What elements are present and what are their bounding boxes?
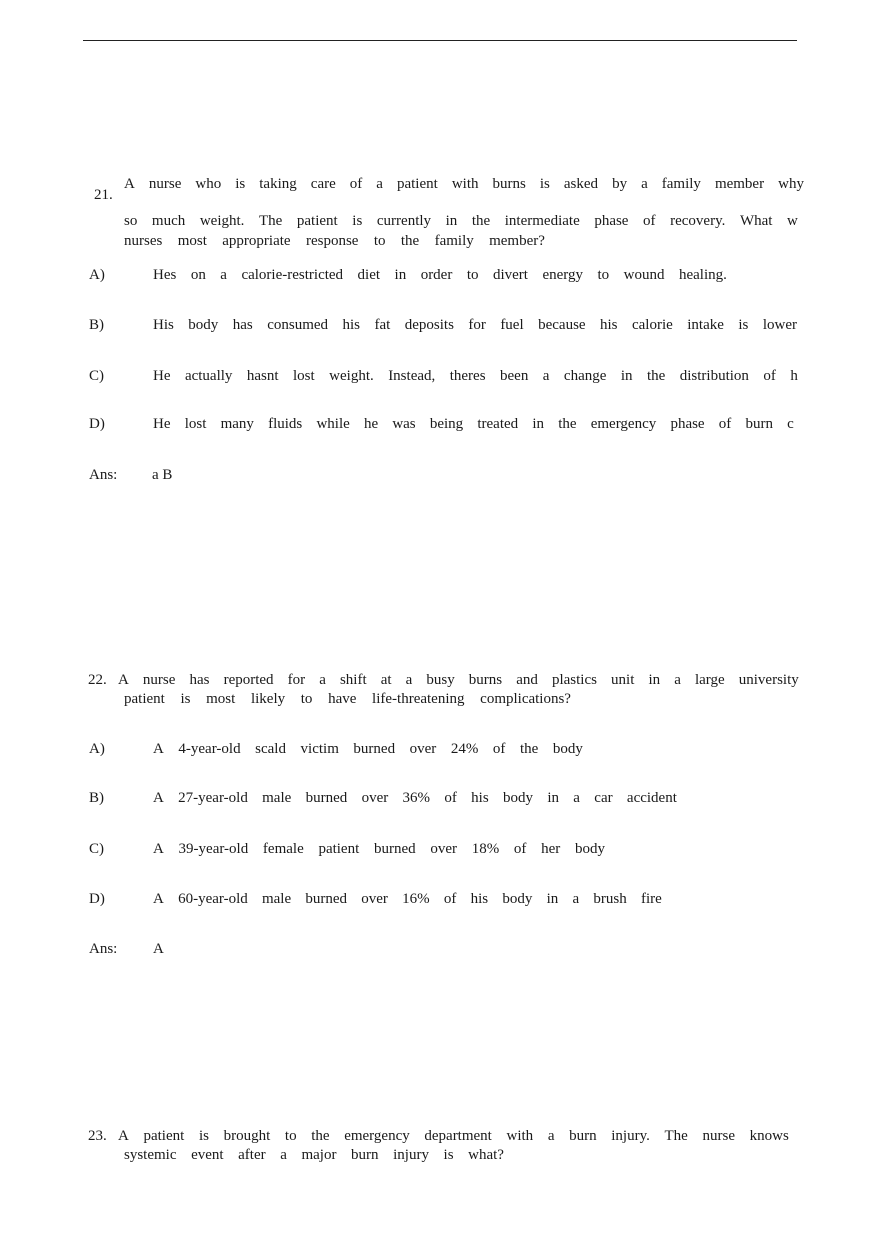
q22-option-d-text: A 60-year-old male burned over 16% of his body in a brush fire <box>153 891 662 907</box>
q21-stem-line-3: nurses most appropriate response to the family member? <box>124 233 545 249</box>
q21-option-c-letter: C) <box>89 368 104 384</box>
q21-option-c-text: He actually hasnt lost weight. Instead, theres been a change in the distribution of h <box>153 368 798 384</box>
q21-option-b-text: His body has consumed his fat deposits for fuel because his calorie intake is lower <box>153 317 797 333</box>
q22-option-c-text: A 39-year-old female patient burned over 18% of her body <box>153 841 605 857</box>
q21-option-d-letter: D) <box>89 416 105 432</box>
header-rule <box>83 40 797 41</box>
q21-option-a-letter: A) <box>89 267 105 283</box>
q21-ans-label: Ans: <box>89 467 118 483</box>
q23-number: 23. <box>88 1128 107 1144</box>
q22-option-a-letter: A) <box>89 741 105 757</box>
q21-answer: a B <box>152 467 173 483</box>
q22-option-d-letter: D) <box>89 891 105 907</box>
q22-stem-line-2: patient is most likely to have life-threatening complications? <box>124 691 571 707</box>
q22-option-b-text: A 27-year-old male burned over 36% of his body in a car accident <box>153 790 677 806</box>
q22-option-a-text: A 4-year-old scald victim burned over 24% of the body <box>153 741 583 757</box>
q23-stem-line-2: systemic event after a major burn injury is what? <box>124 1147 504 1163</box>
q22-option-c-letter: C) <box>89 841 104 857</box>
q21-option-b-letter: B) <box>89 317 104 333</box>
q21-stem-line-1: A nurse who is taking care of a patient with burns is asked by a family member why <box>124 176 804 192</box>
q21-stem-line-2: so much weight. The patient is currently in the intermediate phase of recovery. What w <box>124 213 798 229</box>
q21-option-d-text: He lost many fluids while he was being treated in the emergency phase of burn c <box>153 416 794 432</box>
q22-ans-label: Ans: <box>89 941 118 957</box>
q22-number: 22. <box>88 672 107 688</box>
q21-option-a-text: Hes on a calorie-restricted diet in order to divert energy to wound healing. <box>153 267 727 283</box>
q21-number: 21. <box>94 187 113 203</box>
q22-option-b-letter: B) <box>89 790 104 806</box>
q23-stem-line-1: A patient is brought to the emergency department with a burn injury. The nurse knows <box>118 1128 789 1144</box>
q22-stem-line-1: A nurse has reported for a shift at a busy burns and plastics unit in a large university <box>118 672 799 688</box>
q22-answer: A <box>153 941 164 957</box>
